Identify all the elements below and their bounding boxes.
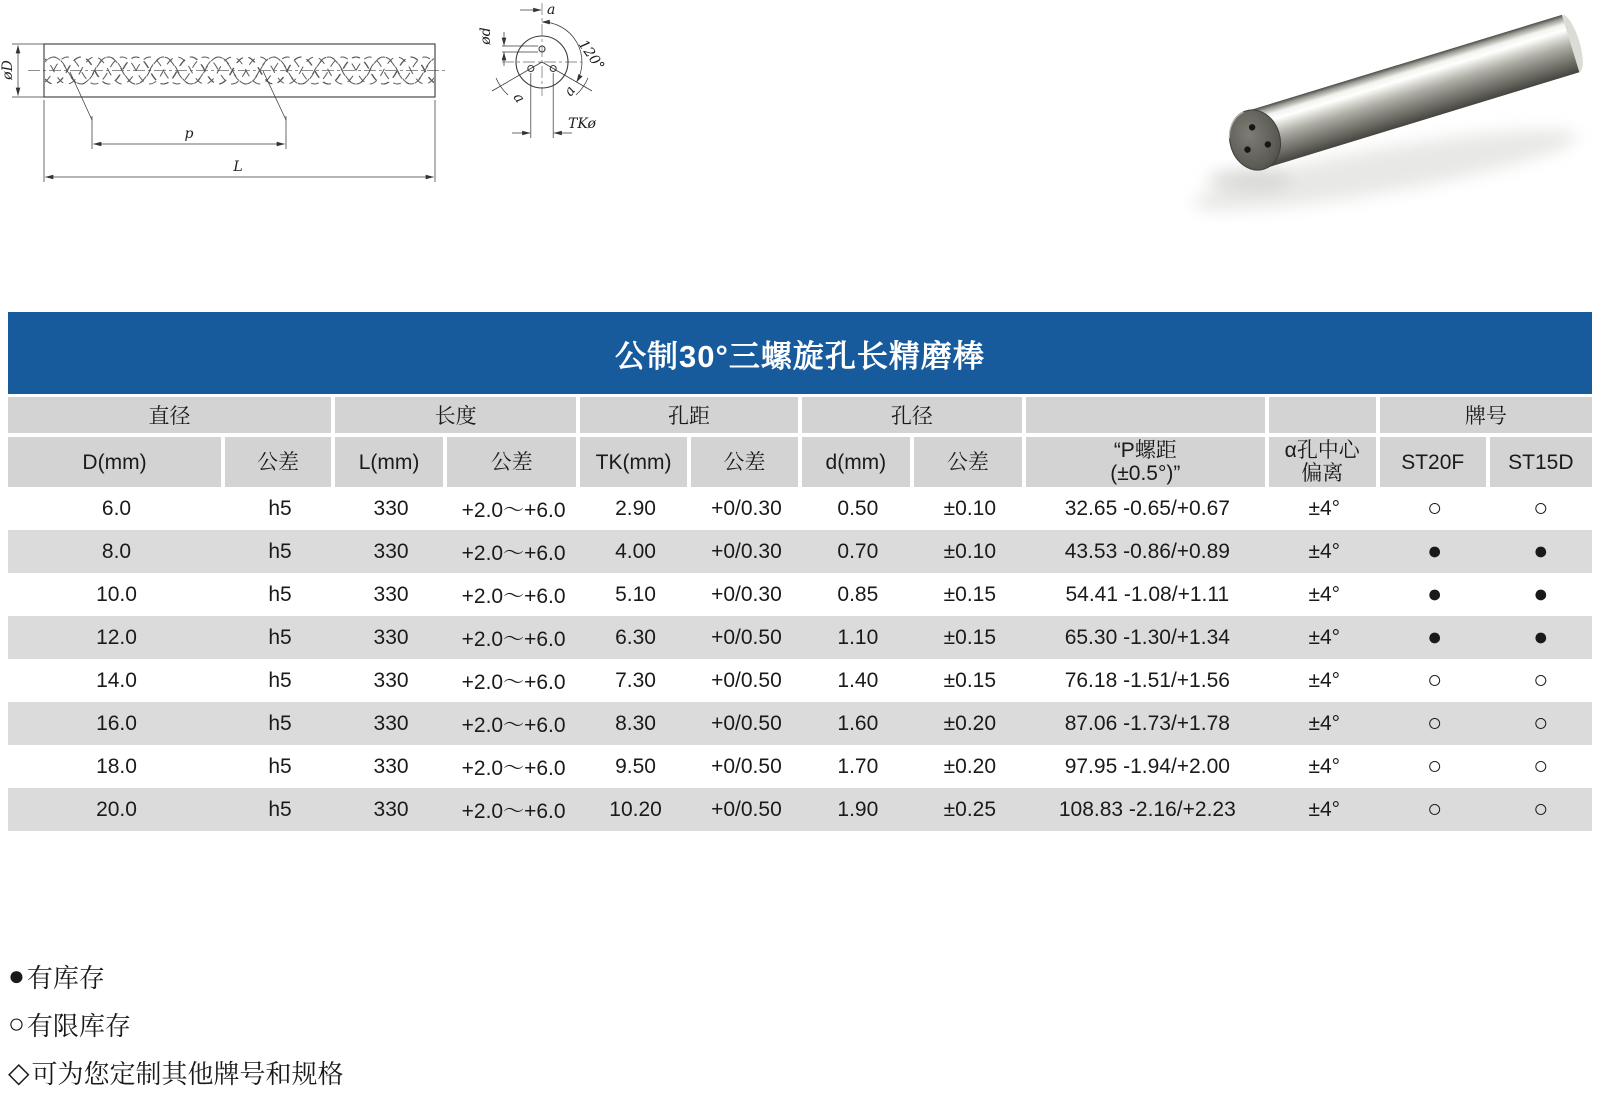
stock-indicator: ○: [1533, 494, 1549, 522]
stock-indicator: ●: [1490, 616, 1592, 659]
legend-limited-stock: [8, 1000, 344, 1048]
table-row: [8, 788, 1592, 831]
column-header-pitch-line2: (±0.5°)”: [1110, 462, 1181, 485]
table-body: [8, 487, 1592, 831]
table-cell: h5: [268, 754, 292, 778]
legend-custom-order: [8, 1048, 344, 1096]
side-view-pitch-label: p: [184, 126, 194, 142]
table-cell: 7.30: [615, 668, 656, 692]
stock-indicator: ●: [1427, 580, 1443, 608]
stock-indicator: ○: [1380, 702, 1490, 745]
table-group-header-row: [8, 397, 1592, 433]
group-header-diameter: 直径: [8, 397, 335, 433]
column-header-alpha: [1269, 437, 1380, 487]
group-header-hole-spacing: 孔距: [580, 397, 802, 433]
table-cell: ±0.15: [943, 582, 997, 606]
column-header-pitch: [1026, 437, 1269, 487]
legend-in-stock-label: 有库存: [26, 962, 105, 993]
table-cell: +0/0.30: [711, 496, 782, 520]
group-header-hole-diameter: 孔径: [802, 397, 1026, 433]
table-cell: 330: [335, 616, 447, 659]
table-cell: 65.30 -1.30/+1.34: [1026, 616, 1269, 659]
column-header-hole-tol: 公差: [914, 437, 1026, 487]
table-cell: ±4°: [1269, 616, 1380, 659]
stock-indicator: ●: [1490, 530, 1592, 573]
table-cell: h5: [225, 702, 335, 745]
table-cell: ±4°: [1269, 702, 1380, 745]
table-cell: +0/0.50: [711, 754, 782, 778]
table-cell: 0.70: [802, 530, 914, 573]
table-cell: 6.30: [580, 616, 691, 659]
table-cell: 87.06 -1.73/+1.78: [1026, 702, 1269, 745]
section-lead-label: a: [547, 2, 556, 18]
stock-indicator: ○: [1380, 788, 1490, 831]
table-cell: +2.0～+6.0: [461, 498, 566, 522]
legend-custom-order-label: 可为您定制其他牌号和规格: [31, 1058, 344, 1089]
rod-side-view-drawing: [0, 8, 450, 198]
hollow-circle-icon: ○: [8, 1008, 25, 1039]
table-row: [8, 659, 1592, 702]
table-cell: +0/0.30: [691, 530, 802, 573]
column-header-st20f: ST20F: [1380, 437, 1490, 487]
table-cell: 54.41 -1.08/+1.11: [1065, 582, 1230, 606]
table-cell: ±0.20: [943, 754, 997, 778]
table-cell: +2.0～+6.0: [447, 530, 580, 573]
table-cell: 1.90: [802, 788, 914, 831]
stock-indicator: ○: [1490, 702, 1592, 745]
table-cell: 108.83 -2.16/+2.23: [1026, 788, 1269, 831]
table-cell: 1.70: [837, 754, 879, 778]
table-row: [8, 702, 1592, 745]
side-view-length-label: L: [233, 159, 243, 175]
table-cell: ±4°: [1308, 668, 1341, 692]
table-row: [8, 530, 1592, 573]
table-cell: ±0.10: [914, 530, 1026, 573]
table-cell: 9.50: [615, 754, 656, 778]
table-row: [8, 487, 1592, 530]
table-row: [8, 745, 1592, 788]
table-cell: 8.0: [8, 530, 225, 573]
stock-indicator: ○: [1427, 494, 1443, 522]
table-title: 公制30°三螺旋孔长精磨棒: [8, 312, 1592, 394]
rod-cross-section-drawing: [440, 0, 660, 155]
column-header-l-tol: 公差: [447, 437, 580, 487]
table-cell: +0/0.50: [691, 788, 802, 831]
table-cell: h5: [268, 668, 292, 692]
column-header-alpha-line2: 偏离: [1301, 462, 1344, 485]
section-circle-dia-label: TKø: [568, 116, 596, 132]
table-cell: 330: [335, 788, 447, 831]
table-cell: ±4°: [1308, 582, 1341, 606]
table-cell: 43.53 -0.86/+0.89: [1026, 530, 1269, 573]
column-header-tk: TK(mm): [580, 437, 691, 487]
group-header-empty-alpha: [1269, 397, 1380, 433]
legend-limited-stock-label: 有限库存: [26, 1010, 131, 1041]
table-cell: 330: [373, 668, 409, 692]
table-cell: 8.30: [580, 702, 691, 745]
column-header-tk-tol: 公差: [691, 437, 802, 487]
column-header-alpha-line1: α孔中心: [1284, 439, 1360, 462]
stock-indicator: ●: [1533, 580, 1549, 608]
column-header-l: L(mm): [335, 437, 447, 487]
table-cell: +0/0.30: [711, 582, 782, 606]
table-cell: +2.0～+6.0: [447, 702, 580, 745]
table-cell: h5: [225, 616, 335, 659]
table-cell: +2.0～+6.0: [461, 584, 566, 608]
table-cell: 330: [373, 496, 409, 520]
table-cell: 1.40: [837, 668, 879, 692]
stock-indicator: ●: [1380, 616, 1490, 659]
table-cell: ±0.25: [914, 788, 1026, 831]
table-cell: ±4°: [1269, 530, 1380, 573]
product-photo: [1130, 0, 1600, 230]
table-cell: 12.0: [8, 616, 225, 659]
column-header-d: D(mm): [8, 437, 225, 487]
side-view-diameter-label: øD: [0, 60, 16, 80]
table-cell: h5: [225, 788, 335, 831]
table-cell: 0.85: [837, 582, 879, 606]
section-left-angle-label: a: [509, 90, 528, 107]
column-header-d-tol: 公差: [225, 437, 335, 487]
stock-legend: [8, 952, 344, 1096]
table-cell: 6.0: [101, 496, 132, 520]
filled-circle-icon: ●: [8, 960, 25, 991]
table-cell: ±4°: [1308, 754, 1341, 778]
table-cell: 76.18 -1.51/+1.56: [1064, 668, 1230, 692]
table-cell: +2.0～+6.0: [461, 670, 566, 694]
table-cell: +0/0.50: [691, 616, 802, 659]
spec-table: [8, 312, 1592, 831]
stock-indicator: ○: [1427, 752, 1443, 780]
table-cell: ±0.15: [943, 668, 997, 692]
diamond-icon: ◇: [8, 1056, 30, 1088]
section-angle-label: 120°: [574, 37, 608, 74]
table-row: [8, 616, 1592, 659]
table-cell: 330: [335, 530, 447, 573]
table-cell: 0.50: [837, 496, 879, 520]
table-cell: 1.60: [802, 702, 914, 745]
technical-drawings-section: [0, 0, 1600, 300]
section-right-angle-label: a: [561, 83, 580, 100]
table-cell: 18.0: [96, 754, 137, 778]
table-cell: 5.10: [615, 582, 656, 606]
table-cell: 14.0: [96, 668, 137, 692]
column-header-st15d: ST15D: [1490, 437, 1592, 487]
table-cell: 97.95 -1.94/+2.00: [1064, 754, 1230, 778]
table-cell: 1.10: [802, 616, 914, 659]
column-header-hole-d: d(mm): [802, 437, 914, 487]
group-header-grade: 牌号: [1380, 397, 1592, 433]
table-cell: ±4°: [1308, 496, 1341, 520]
table-cell: +2.0～+6.0: [447, 788, 580, 831]
table-cell: 330: [373, 582, 409, 606]
table-cell: h5: [225, 530, 335, 573]
table-cell: 10.20: [580, 788, 691, 831]
stock-indicator: ○: [1427, 666, 1443, 694]
table-cell: h5: [268, 496, 292, 520]
section-hole-dia-label: ød: [478, 27, 494, 45]
table-cell: +0/0.50: [711, 668, 782, 692]
table-cell: 32.65 -0.65/+0.67: [1064, 496, 1230, 520]
table-cell: 20.0: [8, 788, 225, 831]
stock-indicator: ○: [1533, 752, 1549, 780]
table-cell: 2.90: [615, 496, 656, 520]
table-cell: 10.0: [96, 582, 137, 606]
column-header-pitch-line1: “P螺距: [1113, 439, 1177, 462]
stock-indicator: ○: [1490, 788, 1592, 831]
table-cell: ±0.20: [914, 702, 1026, 745]
table-column-header-row: [8, 437, 1592, 487]
table-cell: h5: [268, 582, 292, 606]
group-header-empty-pitch: [1026, 397, 1269, 433]
table-cell: 330: [373, 754, 409, 778]
table-row: [8, 573, 1592, 616]
table-cell: +2.0～+6.0: [447, 616, 580, 659]
group-header-length: 长度: [335, 397, 580, 433]
table-cell: 330: [335, 702, 447, 745]
table-cell: 4.00: [580, 530, 691, 573]
table-cell: ±0.15: [914, 616, 1026, 659]
legend-in-stock: [8, 952, 344, 1000]
table-cell: +0/0.50: [691, 702, 802, 745]
stock-indicator: ●: [1380, 530, 1490, 573]
table-cell: ±0.10: [943, 496, 997, 520]
table-cell: ±4°: [1269, 788, 1380, 831]
stock-indicator: ○: [1533, 666, 1549, 694]
table-cell: +2.0～+6.0: [461, 756, 566, 780]
table-cell: 16.0: [8, 702, 225, 745]
